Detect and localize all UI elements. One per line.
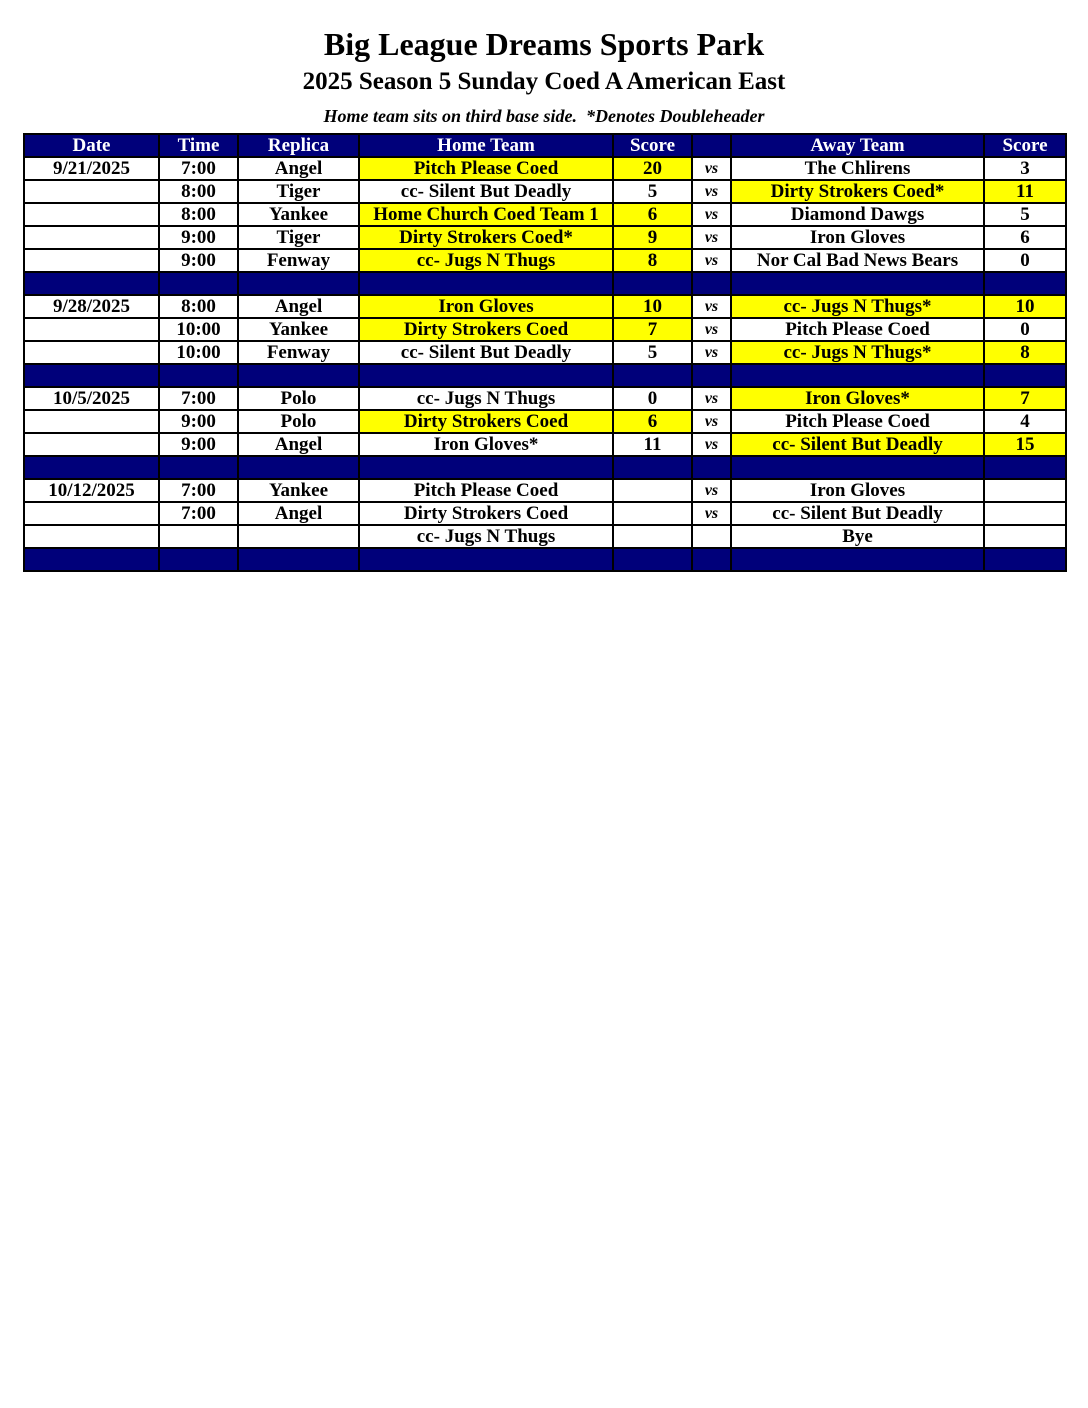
home-score-cell: [613, 502, 692, 525]
divider-cell: [613, 548, 692, 571]
table-header-row: [24, 134, 1066, 157]
away-team-cell: Pitch Please Coed: [731, 318, 984, 341]
table-row: [24, 479, 1066, 502]
date-cell: [24, 318, 159, 341]
away-score-cell: 10: [984, 295, 1066, 318]
vs-cell: vs: [692, 249, 731, 272]
column-header-replica: Replica: [238, 134, 359, 157]
divider-cell: [731, 456, 984, 479]
away-score-cell: 4: [984, 410, 1066, 433]
divider-cell: [24, 364, 159, 387]
date-cell: [24, 341, 159, 364]
date-cell: [24, 502, 159, 525]
table-row: [24, 226, 1066, 249]
away-score-cell: 11: [984, 180, 1066, 203]
section-divider-row: [24, 456, 1066, 479]
table-row: [24, 180, 1066, 203]
table-row: [24, 410, 1066, 433]
home-team-cell: cc- Silent But Deadly: [359, 180, 613, 203]
time-cell: 7:00: [159, 157, 238, 180]
vs-cell: [692, 525, 731, 548]
divider-cell: [238, 456, 359, 479]
away-score-cell: 6: [984, 226, 1066, 249]
home-team-cell: Dirty Strokers Coed: [359, 318, 613, 341]
vs-cell: vs: [692, 341, 731, 364]
replica-cell: Tiger: [238, 180, 359, 203]
time-cell: 8:00: [159, 203, 238, 226]
section-divider-row: [24, 272, 1066, 295]
column-header-date: Date: [24, 134, 159, 157]
time-cell: 7:00: [159, 387, 238, 410]
home-score-cell: 20: [613, 157, 692, 180]
column-header-away-team: Away Team: [731, 134, 984, 157]
divider-cell: [692, 272, 731, 295]
table-row: [24, 318, 1066, 341]
replica-cell: Yankee: [238, 318, 359, 341]
away-team-cell: Iron Gloves*: [731, 387, 984, 410]
home-score-cell: 7: [613, 318, 692, 341]
replica-cell: Yankee: [238, 203, 359, 226]
home-team-cell: cc- Jugs N Thugs: [359, 249, 613, 272]
date-cell: [24, 180, 159, 203]
vs-cell: vs: [692, 157, 731, 180]
home-score-cell: 6: [613, 203, 692, 226]
home-team-cell: cc- Jugs N Thugs: [359, 525, 613, 548]
table-row: [24, 387, 1066, 410]
date-cell: 9/21/2025: [24, 157, 159, 180]
divider-cell: [984, 456, 1066, 479]
section-divider-row: [24, 364, 1066, 387]
divider-cell: [692, 548, 731, 571]
away-score-cell: [984, 479, 1066, 502]
away-team-cell: Bye: [731, 525, 984, 548]
replica-cell: Polo: [238, 410, 359, 433]
home-score-cell: 8: [613, 249, 692, 272]
vs-cell: vs: [692, 410, 731, 433]
divider-cell: [359, 364, 613, 387]
home-team-cell: Home Church Coed Team 1: [359, 203, 613, 226]
away-team-cell: Iron Gloves: [731, 479, 984, 502]
divider-cell: [692, 364, 731, 387]
away-team-cell: Dirty Strokers Coed*: [731, 180, 984, 203]
away-team-cell: Pitch Please Coed: [731, 410, 984, 433]
time-cell: 8:00: [159, 180, 238, 203]
home-score-cell: [613, 525, 692, 548]
time-cell: 9:00: [159, 433, 238, 456]
home-score-cell: 10: [613, 295, 692, 318]
column-header-home-team: Home Team: [359, 134, 613, 157]
away-team-cell: Iron Gloves: [731, 226, 984, 249]
home-score-cell: 5: [613, 341, 692, 364]
divider-cell: [159, 272, 238, 295]
replica-cell: Tiger: [238, 226, 359, 249]
divider-cell: [613, 364, 692, 387]
date-cell: [24, 203, 159, 226]
date-cell: 9/28/2025: [24, 295, 159, 318]
date-cell: [24, 249, 159, 272]
away-team-cell: Nor Cal Bad News Bears: [731, 249, 984, 272]
date-cell: 10/5/2025: [24, 387, 159, 410]
divider-cell: [238, 548, 359, 571]
vs-cell: vs: [692, 295, 731, 318]
replica-cell: Angel: [238, 502, 359, 525]
away-score-cell: [984, 502, 1066, 525]
divider-cell: [359, 456, 613, 479]
home-team-cell: cc- Silent But Deadly: [359, 341, 613, 364]
divider-cell: [238, 272, 359, 295]
away-team-cell: cc- Jugs N Thugs*: [731, 295, 984, 318]
time-cell: 9:00: [159, 226, 238, 249]
away-score-cell: 8: [984, 341, 1066, 364]
divider-cell: [159, 364, 238, 387]
vs-cell: vs: [692, 203, 731, 226]
replica-cell: Angel: [238, 433, 359, 456]
divider-cell: [159, 548, 238, 571]
replica-cell: Yankee: [238, 479, 359, 502]
table-row: [24, 341, 1066, 364]
home-team-cell: Dirty Strokers Coed: [359, 410, 613, 433]
away-score-cell: 15: [984, 433, 1066, 456]
replica-cell: [238, 525, 359, 548]
home-team-cell: Dirty Strokers Coed: [359, 502, 613, 525]
home-score-cell: 6: [613, 410, 692, 433]
column-header-home-score: Score: [613, 134, 692, 157]
divider-cell: [613, 456, 692, 479]
schedule-note: Home team sits on third base side. *Denotes Doubleheader: [323, 106, 765, 126]
time-cell: 10:00: [159, 318, 238, 341]
divider-cell: [984, 364, 1066, 387]
away-team-cell: Diamond Dawgs: [731, 203, 984, 226]
time-cell: 9:00: [159, 410, 238, 433]
home-score-cell: 9: [613, 226, 692, 249]
date-cell: [24, 433, 159, 456]
divider-cell: [159, 456, 238, 479]
time-cell: [159, 525, 238, 548]
page-subtitle: 2025 Season 5 Sunday Coed A American East: [302, 68, 786, 95]
home-team-cell: Iron Gloves*: [359, 433, 613, 456]
table-row: [24, 502, 1066, 525]
divider-cell: [238, 364, 359, 387]
time-cell: 7:00: [159, 502, 238, 525]
column-header-away-score: Score: [984, 134, 1066, 157]
date-cell: [24, 525, 159, 548]
home-score-cell: [613, 479, 692, 502]
away-score-cell: 0: [984, 318, 1066, 341]
home-score-cell: 0: [613, 387, 692, 410]
schedule-body: [24, 157, 1066, 571]
replica-cell: Angel: [238, 295, 359, 318]
divider-cell: [731, 364, 984, 387]
home-team-cell: Iron Gloves: [359, 295, 613, 318]
table-row: [24, 295, 1066, 318]
table-row: [24, 525, 1066, 548]
section-divider-row: [24, 548, 1066, 571]
divider-cell: [984, 548, 1066, 571]
away-team-cell: cc- Jugs N Thugs*: [731, 341, 984, 364]
divider-cell: [359, 548, 613, 571]
home-score-cell: 5: [613, 180, 692, 203]
home-team-cell: Pitch Please Coed: [359, 157, 613, 180]
divider-cell: [731, 272, 984, 295]
divider-cell: [24, 272, 159, 295]
home-team-cell: Dirty Strokers Coed*: [359, 226, 613, 249]
divider-cell: [24, 456, 159, 479]
column-header-time: Time: [159, 134, 238, 157]
time-cell: 8:00: [159, 295, 238, 318]
away-score-cell: 0: [984, 249, 1066, 272]
vs-cell: vs: [692, 479, 731, 502]
home-team-cell: Pitch Please Coed: [359, 479, 613, 502]
time-cell: 7:00: [159, 479, 238, 502]
away-team-cell: cc- Silent But Deadly: [731, 433, 984, 456]
divider-cell: [692, 456, 731, 479]
table-row: [24, 157, 1066, 180]
vs-cell: vs: [692, 433, 731, 456]
divider-cell: [613, 272, 692, 295]
away-score-cell: [984, 525, 1066, 548]
divider-cell: [984, 272, 1066, 295]
away-score-cell: 7: [984, 387, 1066, 410]
table-row: [24, 249, 1066, 272]
home-score-cell: 11: [613, 433, 692, 456]
away-score-cell: 3: [984, 157, 1066, 180]
vs-cell: vs: [692, 226, 731, 249]
page-title: Big League Dreams Sports Park: [323, 26, 765, 62]
time-cell: 9:00: [159, 249, 238, 272]
vs-cell: vs: [692, 502, 731, 525]
home-team-cell: cc- Jugs N Thugs: [359, 387, 613, 410]
divider-cell: [24, 548, 159, 571]
replica-cell: Polo: [238, 387, 359, 410]
date-cell: [24, 226, 159, 249]
replica-cell: Fenway: [238, 249, 359, 272]
vs-cell: vs: [692, 180, 731, 203]
schedule-table: [23, 133, 1067, 572]
divider-cell: [359, 272, 613, 295]
vs-cell: vs: [692, 387, 731, 410]
column-header-vs: [692, 134, 731, 157]
time-cell: 10:00: [159, 341, 238, 364]
date-cell: 10/12/2025: [24, 479, 159, 502]
away-team-cell: cc- Silent But Deadly: [731, 502, 984, 525]
table-row: [24, 433, 1066, 456]
vs-cell: vs: [692, 318, 731, 341]
away-score-cell: 5: [984, 203, 1066, 226]
replica-cell: Angel: [238, 157, 359, 180]
table-row: [24, 203, 1066, 226]
away-team-cell: The Chlirens: [731, 157, 984, 180]
date-cell: [24, 410, 159, 433]
divider-cell: [731, 548, 984, 571]
replica-cell: Fenway: [238, 341, 359, 364]
